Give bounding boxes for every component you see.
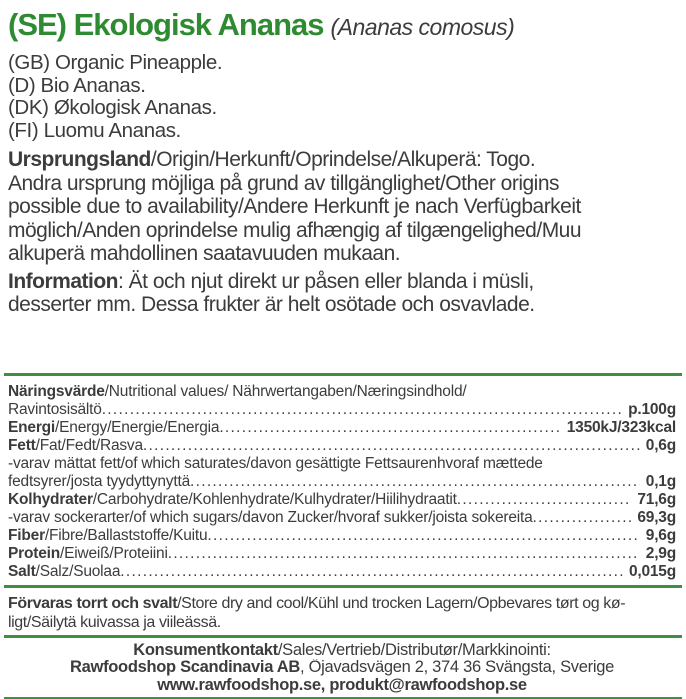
nutrition-row-label: Näringsvärde [8,382,105,400]
contact-line-label: Konsumentkontakt [133,641,278,659]
nutrition-row [8,437,676,455]
contact-line-text: , Öjavadsvägen 2, 374 36 Svängsta, Sverige [300,659,614,676]
nutrition-row-text: /Energy/Energie/Energia [55,418,220,436]
nutrition-row-value: 9,6g [645,526,676,544]
nutrition-row [8,509,676,527]
nutrition-row-label: Salt [8,562,36,580]
nutrition-row-text: -varav sockerarter/of which sugars/davon Zucker/hvoraf sukker/joista sokereita [8,508,533,526]
translation-item-fi: (FI) Luomu Ananas. [8,118,181,142]
nutrition-row-value: 1350kJ/323kcal [566,418,676,436]
contact-block [8,642,676,695]
information-line-label: Information [8,269,118,293]
divider-nutrition-bottom [4,585,682,588]
leader-dots [533,509,632,527]
contact-line [8,659,676,677]
nutrition-row-label: Fiber [8,526,45,544]
nutrition-row [8,491,676,509]
nutrition-row-label: Kolhydrater [8,490,93,508]
origin-line-text: alkuperä mahdollinen saatavuuden mukaan. [8,242,401,265]
origin-line-text: Andra ursprung möjliga på grund av tillgänglighet/Other origins [8,171,560,195]
leader-dots [207,527,639,545]
nutrition-row-text: /Fat/Fedt/Rasva [35,436,143,454]
nutrition-row-value: p.100g [628,400,676,418]
nutrition-row [8,545,676,563]
translation-item-dk: (DK) Økologisk Ananas. [8,96,217,119]
storage-line [8,613,676,632]
nutrition-row-label: Energi [8,418,56,436]
nutrition-row-text: /Nutritional values/ Nährwertangaben/Næringsindhold/ [104,382,467,400]
information-paragraph [8,270,676,317]
leader-dots [457,491,632,509]
origin-line-text: /Origin/Herkunft/Oprindelse/Alkuperä: Togo. [150,148,536,171]
origin-line [8,242,676,266]
contact-line-label: Rawfoodshop Scandinavia AB [70,659,300,676]
nutrition-row-value: 0,6g [645,436,676,454]
product-title-se: (SE) Ekologisk Ananas [8,7,324,42]
contact-line-text: /Sales/Vertrieb/Distributør/Markkinointi: [277,641,551,659]
origin-line-text: possible due to availability/Andere Herkunft je nach Verfügbarkeit [8,195,581,218]
nutrition-row-text: fedtsyrer/josta tyydyttynyttä [8,472,190,490]
nutrition-row [8,401,676,419]
origin-line [8,172,676,196]
storage-paragraph [8,594,676,632]
leader-dots [190,473,640,491]
nutrition-row-value: 69,3g [637,508,676,526]
translation-item-gb: (GB) Organic Pineapple. [8,51,223,74]
information-line-text: desserter mm. Dessa frukter är helt osötade och osvavlade. [8,293,535,316]
contact-line [8,642,676,660]
nutrition-row [8,419,676,437]
origin-line [8,195,676,219]
leader-dots [219,419,560,437]
nutrition-row-text: /Carbohydrate/Kohlenhydrate/Kulhydrater/Hiilihydraatit [92,490,457,508]
leader-dots [168,545,640,563]
nutrition-row-text: /Eiweiß/Proteiini [60,544,168,562]
nutrition-row-value: 71,6g [637,490,676,508]
origin-line [8,219,676,243]
nutrition-row [8,563,676,581]
translation-list [8,52,676,142]
origin-line-text: möglich/Anden oprindelse mulig afhængig af tilgængelighed/Muu [8,218,582,242]
storage-line [8,594,676,613]
product-title [8,8,676,48]
leader-dots [120,563,623,581]
storage-line-text: ligt/Säilytä kuivassa ja viileässä. [8,613,221,631]
latin-name: (Ananas comosus) [330,14,515,40]
storage-line-label: Förvaras torrt och svalt [8,594,178,612]
nutrition-row-text: /Fibre/Ballaststoffe/Kuitu [44,526,208,544]
nutrition-row-text: Ravintosisältö [8,400,102,418]
information-line [8,293,676,317]
nutrition-row [8,455,676,473]
nutrition-row-value: 2,9g [645,544,676,562]
nutrition-row-label: Fett [8,436,36,454]
divider-top [4,373,682,376]
information-line [8,270,676,294]
origin-line-label: Ursprungsland [8,148,151,171]
leader-dots [143,437,640,455]
contact-line-label: www.rawfoodshop.se, produkt@rawfoodshop.se [157,676,527,694]
origin-paragraph [8,148,676,266]
nutrition-row [8,383,676,401]
nutrition-row-text: -varav mättat fett/of which saturates/davon gesättigte Fettsaurenhvoraf mættede [8,454,543,472]
nutrition-row [8,473,676,491]
nutrition-table [8,383,676,581]
nutrition-row [8,527,676,545]
storage-line-text: /Store dry and cool/Kühl und trocken Lagern/Opbevares tørt og kø- [177,594,626,612]
nutrition-row-label: Protein [8,544,60,562]
information-line-text: : Ät och njut direkt ur påsen eller blanda i müsli, [118,269,534,293]
origin-line [8,148,676,172]
nutrition-row-text: /Salz/Suolaa [35,562,121,580]
contact-line [8,677,676,695]
nutrition-row-value: 0,015g [628,562,676,580]
nutrition-row-value: 0,1g [645,472,676,490]
translation-item-d: (D) Bio Ananas. [8,73,146,97]
leader-dots [102,401,622,419]
divider-storage-bottom [4,635,682,638]
